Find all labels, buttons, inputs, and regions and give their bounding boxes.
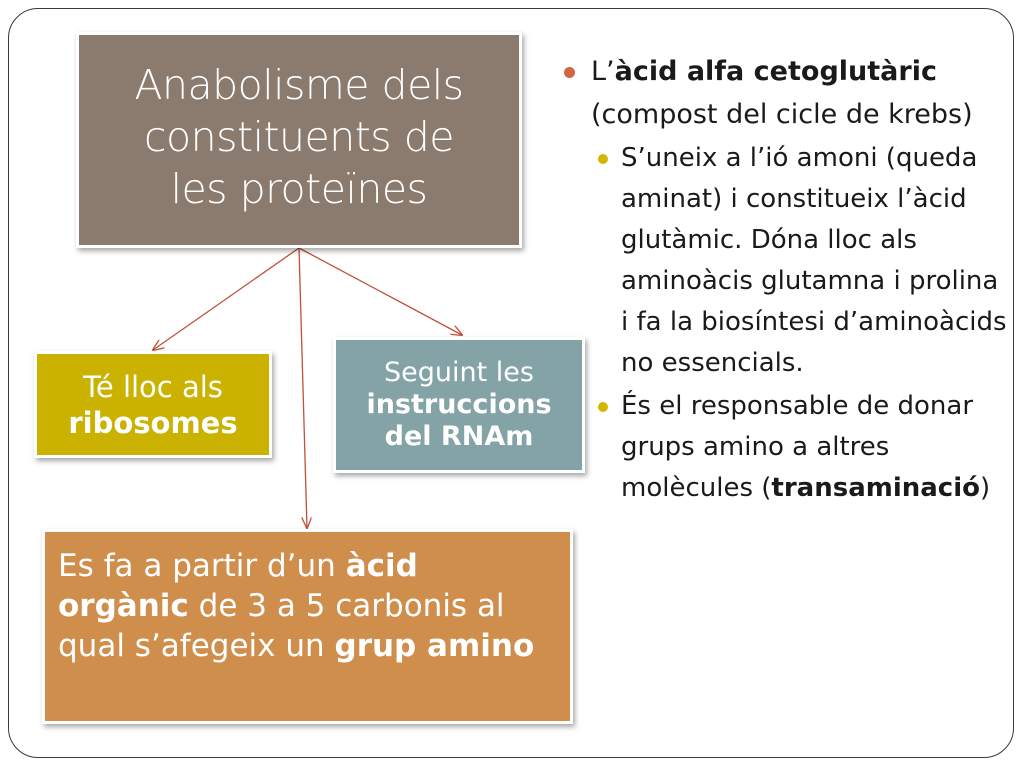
sub-bullet-2-text-after: )	[979, 473, 991, 503]
title-line-2: constituents de	[144, 113, 454, 161]
bullet-dot-icon	[564, 67, 575, 78]
acid-text-bold-2: grup amino	[334, 628, 535, 664]
main-bullet-suffix: (compost del cicle de krebs)	[591, 99, 973, 130]
title-line-3: les proteïnes	[170, 165, 428, 213]
organic-acid-box	[42, 529, 573, 724]
main-bullet-item	[562, 50, 1007, 136]
title-line-1: Anabolisme dels	[134, 61, 464, 109]
ribosomes-box	[34, 351, 272, 458]
ribosomes-line-1: Té lloc als	[83, 369, 223, 404]
acid-text-part-2: de 3 a 5 carbonis al qual s’afegeix un	[58, 588, 505, 664]
rna-line-3: del RNAm	[384, 421, 534, 452]
title-box	[76, 32, 522, 248]
rna-box	[333, 337, 585, 473]
slide-title	[126, 55, 471, 225]
bullet-dot-icon	[598, 402, 608, 412]
bullet-list	[562, 50, 1007, 509]
sub-bullet-item-2	[562, 386, 1007, 509]
ribosomes-line-2: ribosomes	[68, 405, 238, 440]
rna-line-2: instruccions	[366, 389, 552, 420]
main-bullet-bold: àcid alfa cetoglutàric	[614, 56, 937, 87]
rna-line-1: Seguint les	[384, 357, 534, 388]
sub-bullet-item-1	[562, 138, 1007, 384]
main-bullet-prefix: L’	[591, 56, 615, 87]
sub-bullet-2-bold: transaminació	[771, 473, 980, 503]
sub-bullet-2-text-before: És el responsable de donar grups amino a altres molècules (	[621, 391, 974, 503]
acid-text-bold-1: àcid orgànic	[58, 548, 418, 624]
sub-bullet-1-text: S’uneix a l’ió amoni (queda aminat) i constitueix l’àcid glutàmic. Dóna lloc als aminoàcis glutamna i prolina i fa la biosíntesi d’aminoàcids no essencials.	[621, 143, 1007, 378]
bullet-dot-icon	[598, 154, 608, 164]
acid-text-part-1: Es fa a partir d’un	[58, 548, 346, 584]
